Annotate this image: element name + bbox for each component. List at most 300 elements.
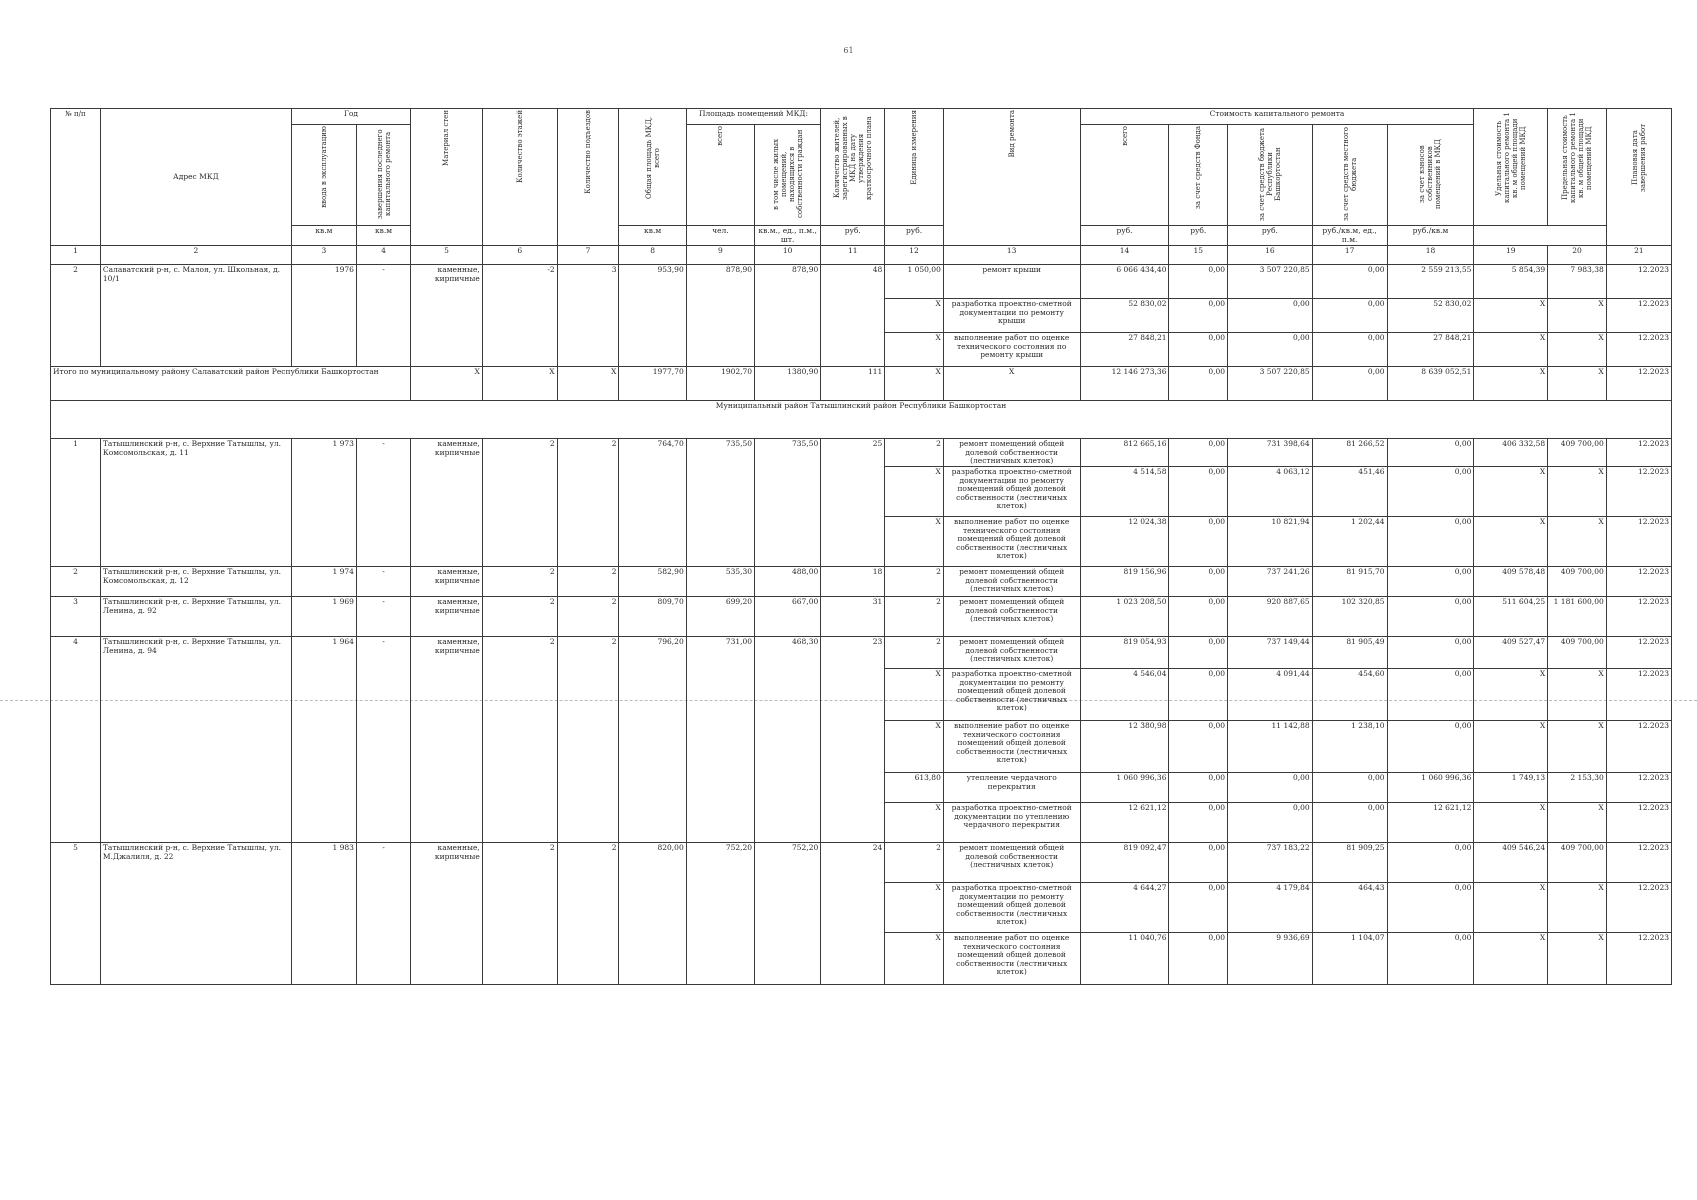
residents-cell: 24 bbox=[821, 843, 885, 985]
total-area-cell: 764,70 bbox=[619, 439, 686, 567]
year-last-repair-cell: - bbox=[356, 597, 410, 637]
cost-cell: 0,00 bbox=[1169, 439, 1228, 467]
cost-cell: 4 644,27 bbox=[1080, 883, 1169, 933]
cost-cell: 0,00 bbox=[1169, 883, 1228, 933]
cost-cell: 1 023 208,50 bbox=[1080, 597, 1169, 637]
premises-owners-cell: 468,30 bbox=[755, 637, 821, 843]
cost-cell: 7 983,38 bbox=[1548, 265, 1607, 299]
column-number: 1 bbox=[51, 246, 101, 265]
cost-cell: 12.2023 bbox=[1606, 773, 1671, 803]
cost-cell: 920 887,65 bbox=[1228, 597, 1313, 637]
unit-value-cell: 613,80 bbox=[885, 773, 944, 803]
unit-cell: руб./кв.м, ед., п.м. bbox=[1312, 226, 1387, 246]
total-cell: 1380,90 bbox=[755, 367, 821, 401]
cost-cell: 1 104,07 bbox=[1312, 933, 1387, 985]
cost-cell: 0,00 bbox=[1387, 883, 1474, 933]
cost-cell: 12.2023 bbox=[1606, 933, 1671, 985]
residents-cell: 18 bbox=[821, 567, 885, 597]
cost-cell: X bbox=[1474, 883, 1548, 933]
header-max-cost: Предельная стоимость капитального ремонта 1 кв. м общей площади помещений МКД bbox=[1548, 109, 1607, 226]
unit-value-cell: 2 bbox=[885, 567, 944, 597]
unit-value-cell: X bbox=[885, 883, 944, 933]
wall-material-cell: каменные, кирпичные bbox=[411, 597, 483, 637]
cost-cell: X bbox=[1548, 333, 1607, 367]
unit-value-cell: X bbox=[885, 669, 944, 721]
cost-cell: X bbox=[1548, 721, 1607, 773]
column-number: 11 bbox=[821, 246, 885, 265]
cost-cell: 1 060 996,36 bbox=[1387, 773, 1474, 803]
cost-cell: 409 578,48 bbox=[1474, 567, 1548, 597]
year-last-repair-cell: - bbox=[356, 637, 410, 843]
unit-cell: кв.м bbox=[291, 226, 356, 246]
cost-cell: X bbox=[1474, 803, 1548, 843]
year-last-repair-cell: - bbox=[356, 567, 410, 597]
cost-cell: 0,00 bbox=[1387, 467, 1474, 517]
cost-cell: 12 621,12 bbox=[1080, 803, 1169, 843]
cost-cell: 4 546,04 bbox=[1080, 669, 1169, 721]
cost-cell: 52 830,02 bbox=[1387, 299, 1474, 333]
cost-cell: 0,00 bbox=[1169, 843, 1228, 883]
cost-cell: 0,00 bbox=[1228, 803, 1313, 843]
total-area-cell: 953,90 bbox=[619, 265, 686, 367]
header-residents: Количество жителей, зарегистрированных в МКД на дату утверждения краткосрочного плана bbox=[821, 109, 885, 226]
cost-cell: 0,00 bbox=[1169, 597, 1228, 637]
total-label: Итого по муниципальному району Салаватский район Республики Башкортостан bbox=[51, 367, 411, 401]
cost-cell: 819 156,96 bbox=[1080, 567, 1169, 597]
header-repair-type: Вид ремонта bbox=[943, 109, 1080, 246]
address-cell: Татышлинский р-н, с. Верхние Татышлы, ул. Ленина, д. 94 bbox=[100, 637, 291, 843]
total-row bbox=[51, 367, 1672, 401]
year-last-repair-cell: - bbox=[356, 439, 410, 567]
year-commission-cell: 1 964 bbox=[291, 637, 356, 843]
cost-cell: 12 621,12 bbox=[1387, 803, 1474, 843]
cost-cell: 1 202,44 bbox=[1312, 517, 1387, 567]
header-premises-owners: в том числе жилых помещений, находящихся в собственности граждан bbox=[755, 125, 821, 226]
unit-value-cell: X bbox=[885, 517, 944, 567]
total-cost-cell: 0,00 bbox=[1312, 367, 1387, 401]
repair-type-cell: выполнение работ по оценке технического состояния помещений общей долевой собственности (лестничных клеток) bbox=[943, 721, 1080, 773]
cost-cell: 0,00 bbox=[1387, 567, 1474, 597]
cost-cell: 12.2023 bbox=[1606, 333, 1671, 367]
premises-total-cell: 735,50 bbox=[686, 439, 754, 567]
repair-type-cell: разработка проектно-сметной документации по ремонту крыши bbox=[943, 299, 1080, 333]
table-header bbox=[51, 109, 1672, 246]
year-commission-cell: 1976 bbox=[291, 265, 356, 367]
premises-owners-cell: 667,00 bbox=[755, 597, 821, 637]
repair-type-cell: ремонт помещений общей долевой собственности (лестничных клеток) bbox=[943, 843, 1080, 883]
tatyshly-rows bbox=[51, 439, 1672, 985]
cost-cell: 0,00 bbox=[1312, 299, 1387, 333]
unit-cell: чел. bbox=[686, 226, 754, 246]
cost-cell: 0,00 bbox=[1387, 843, 1474, 883]
unit-cell: руб. bbox=[1169, 226, 1228, 246]
entrances-cell: 2 bbox=[557, 567, 619, 597]
column-number: 18 bbox=[1387, 246, 1474, 265]
unit-value-cell: X bbox=[885, 721, 944, 773]
cost-cell: 0,00 bbox=[1387, 721, 1474, 773]
cost-cell: 1 749,13 bbox=[1474, 773, 1548, 803]
header-address: Адрес МКД bbox=[100, 109, 291, 246]
total-cost-cell: X bbox=[1548, 367, 1607, 401]
cost-cell: 9 936,69 bbox=[1228, 933, 1313, 985]
residents-cell: 25 bbox=[821, 439, 885, 567]
cost-cell: 102 320,85 bbox=[1312, 597, 1387, 637]
cost-cell: 4 514,58 bbox=[1080, 467, 1169, 517]
residents-cell: 48 bbox=[821, 265, 885, 367]
repair-type-cell: ремонт крыши bbox=[943, 265, 1080, 299]
total-cost-cell: X bbox=[1474, 367, 1548, 401]
address-cell: Татышлинский р-н, с. Верхние Татышлы, ул. Ленина, д. 92 bbox=[100, 597, 291, 637]
cost-cell: 81 915,70 bbox=[1312, 567, 1387, 597]
cost-cell: 0,00 bbox=[1169, 803, 1228, 843]
unit-value-cell: 2 bbox=[885, 637, 944, 669]
cost-cell: 12.2023 bbox=[1606, 721, 1671, 773]
floors-cell: 2 bbox=[482, 843, 557, 985]
salavat-rows bbox=[51, 265, 1672, 367]
cost-cell: 0,00 bbox=[1169, 933, 1228, 985]
premises-total-cell: 752,20 bbox=[686, 843, 754, 985]
header-unit-cost: Удельная стоимость капитального ремонта 1 кв. м общей площади помещений МКД bbox=[1474, 109, 1548, 226]
cost-cell: 819 092,47 bbox=[1080, 843, 1169, 883]
column-number: 16 bbox=[1228, 246, 1313, 265]
header-cost-local: за счет средств местного бюджета bbox=[1312, 125, 1387, 226]
section-row bbox=[51, 401, 1672, 439]
cost-cell: 464,43 bbox=[1312, 883, 1387, 933]
repair-type-cell: выполнение работ по оценке технического состояния по ремонту крыши bbox=[943, 333, 1080, 367]
cost-cell: 409 700,00 bbox=[1548, 567, 1607, 597]
cost-cell: 731 398,64 bbox=[1228, 439, 1313, 467]
capital-repair-table bbox=[50, 108, 1672, 985]
column-number-row bbox=[51, 246, 1672, 265]
table-row bbox=[51, 843, 1672, 883]
cost-cell: 409 527,47 bbox=[1474, 637, 1548, 669]
salavat-total bbox=[51, 367, 1672, 401]
unit-cell: руб. bbox=[821, 226, 885, 246]
wall-material-cell: каменные, кирпичные bbox=[411, 439, 483, 567]
column-number: 7 bbox=[557, 246, 619, 265]
cost-cell: 3 507 220,85 bbox=[1228, 265, 1313, 299]
cost-cell: 409 546,24 bbox=[1474, 843, 1548, 883]
cost-cell: X bbox=[1548, 299, 1607, 333]
cost-cell: 11 040,76 bbox=[1080, 933, 1169, 985]
row-number: 2 bbox=[51, 567, 101, 597]
repair-type-cell: разработка проектно-сметной документации по ремонту помещений общей долевой собственности (лестничных клеток) bbox=[943, 883, 1080, 933]
unit-cell: кв.м., ед., п.м., шт. bbox=[755, 226, 821, 246]
cost-cell: 2 559 213,55 bbox=[1387, 265, 1474, 299]
cost-cell: 81 266,52 bbox=[1312, 439, 1387, 467]
column-number: 17 bbox=[1312, 246, 1387, 265]
total-cell: X bbox=[411, 367, 483, 401]
cost-cell: 27 848,21 bbox=[1080, 333, 1169, 367]
cost-cell: 12.2023 bbox=[1606, 567, 1671, 597]
column-number: 10 bbox=[755, 246, 821, 265]
cost-cell: 12.2023 bbox=[1606, 637, 1671, 669]
cost-cell: 0,00 bbox=[1228, 333, 1313, 367]
year-last-repair-cell: - bbox=[356, 265, 410, 367]
capital-repair-table-wrapper bbox=[50, 108, 1672, 1070]
table-row bbox=[51, 439, 1672, 467]
cost-cell: 12.2023 bbox=[1606, 883, 1671, 933]
cost-cell: 0,00 bbox=[1169, 299, 1228, 333]
unit-value-cell: 2 bbox=[885, 843, 944, 883]
column-number: 4 bbox=[356, 246, 410, 265]
premises-owners-cell: 752,20 bbox=[755, 843, 821, 985]
column-number: 6 bbox=[482, 246, 557, 265]
address-cell: Салаватский р-н, с. Малоя, ул. Школьная, д. 10/1 bbox=[100, 265, 291, 367]
cost-cell: 0,00 bbox=[1387, 597, 1474, 637]
cost-cell: 0,00 bbox=[1228, 299, 1313, 333]
cost-cell: 12.2023 bbox=[1606, 299, 1671, 333]
cost-cell: 12.2023 bbox=[1606, 467, 1671, 517]
cost-cell: 12.2023 bbox=[1606, 517, 1671, 567]
entrances-cell: 2 bbox=[557, 843, 619, 985]
header-unit: Единица измерения bbox=[885, 109, 944, 226]
cost-cell: X bbox=[1548, 669, 1607, 721]
cost-cell: X bbox=[1474, 721, 1548, 773]
entrances-cell: 2 bbox=[557, 637, 619, 843]
cost-cell: 0,00 bbox=[1169, 333, 1228, 367]
cost-cell: 409 700,00 bbox=[1548, 439, 1607, 467]
repair-type-cell: выполнение работ по оценке технического состояния помещений общей долевой собственности (лестничных клеток) bbox=[943, 933, 1080, 985]
column-number: 19 bbox=[1474, 246, 1548, 265]
header-no: № п/п bbox=[51, 109, 101, 246]
header-wall-material: Материал стен bbox=[411, 109, 483, 246]
total-cell: 111 bbox=[821, 367, 885, 401]
table-row bbox=[51, 637, 1672, 669]
tatyshly-section bbox=[51, 401, 1672, 439]
unit-value-cell: 2 bbox=[885, 597, 944, 637]
cost-cell: 819 054,93 bbox=[1080, 637, 1169, 669]
residents-cell: 23 bbox=[821, 637, 885, 843]
table-row bbox=[51, 265, 1672, 299]
cost-cell: 451,46 bbox=[1312, 467, 1387, 517]
wall-material-cell: каменные, кирпичные bbox=[411, 843, 483, 985]
repair-type-cell: ремонт помещений общей долевой собственности (лестничных клеток) bbox=[943, 637, 1080, 669]
column-number-row bbox=[51, 246, 1672, 265]
cost-cell: 0,00 bbox=[1312, 803, 1387, 843]
cost-cell: 0,00 bbox=[1312, 773, 1387, 803]
column-number: 14 bbox=[1080, 246, 1169, 265]
total-cell: X bbox=[482, 367, 557, 401]
cost-cell: X bbox=[1548, 803, 1607, 843]
repair-type-cell: разработка проектно-сметной документации по ремонту помещений общей долевой собственности (лестничных клеток) bbox=[943, 669, 1080, 721]
page-number: 61 bbox=[843, 46, 854, 55]
header-cost-republic: за счет средств бюджета Республики Башкортостан bbox=[1228, 125, 1313, 226]
unit-value-cell: X bbox=[885, 803, 944, 843]
unit-cell: кв.м bbox=[619, 226, 686, 246]
cost-cell: 12 024,38 bbox=[1080, 517, 1169, 567]
total-cell: X bbox=[557, 367, 619, 401]
cost-cell: 12.2023 bbox=[1606, 843, 1671, 883]
unit-cell: кв.м bbox=[356, 226, 410, 246]
total-cell: X bbox=[943, 367, 1080, 401]
column-number: 15 bbox=[1169, 246, 1228, 265]
address-cell: Татышлинский р-н, с. Верхние Татышлы, ул. М.Джалиля, д. 22 bbox=[100, 843, 291, 985]
total-cell: 1977,70 bbox=[619, 367, 686, 401]
column-number: 12 bbox=[885, 246, 944, 265]
unit-value-cell: X bbox=[885, 299, 944, 333]
cost-cell: X bbox=[1548, 517, 1607, 567]
header-year: Год bbox=[291, 109, 410, 125]
entrances-cell: 3 bbox=[557, 265, 619, 367]
year-commission-cell: 1 969 bbox=[291, 597, 356, 637]
header-entrances: Количество подъездов bbox=[557, 109, 619, 246]
cost-cell: 11 142,88 bbox=[1228, 721, 1313, 773]
cost-cell: X bbox=[1474, 467, 1548, 517]
cost-cell: 454,60 bbox=[1312, 669, 1387, 721]
cost-cell: 12.2023 bbox=[1606, 265, 1671, 299]
cost-cell: 12.2023 bbox=[1606, 597, 1671, 637]
cost-cell: 0,00 bbox=[1312, 333, 1387, 367]
unit-cell: руб. bbox=[1228, 226, 1313, 246]
cost-cell: 409 700,00 bbox=[1548, 637, 1607, 669]
entrances-cell: 2 bbox=[557, 597, 619, 637]
cost-cell: 0,00 bbox=[1169, 637, 1228, 669]
floors-cell: 2 bbox=[482, 567, 557, 597]
repair-type-cell: утепление чердачного перекрытия bbox=[943, 773, 1080, 803]
total-cost-cell: 3 507 220,85 bbox=[1228, 367, 1313, 401]
header-total-area: Общая площадь МКД, всего bbox=[619, 109, 686, 226]
unit-value-cell: X bbox=[885, 933, 944, 985]
cost-cell: 52 830,02 bbox=[1080, 299, 1169, 333]
cost-cell: X bbox=[1474, 669, 1548, 721]
header-floors: Количество этажей bbox=[482, 109, 557, 246]
year-commission-cell: 1 974 bbox=[291, 567, 356, 597]
column-number: 13 bbox=[943, 246, 1080, 265]
repair-type-cell: ремонт помещений общей долевой собственности (лестничных клеток) bbox=[943, 439, 1080, 467]
total-cost-cell: 12 146 273,36 bbox=[1080, 367, 1169, 401]
total-area-cell: 820,00 bbox=[619, 843, 686, 985]
cost-cell: 409 700,00 bbox=[1548, 843, 1607, 883]
unit-cell: руб. bbox=[885, 226, 944, 246]
address-cell: Татышлинский р-н, с. Верхние Татышлы, ул. Комсомольская, д. 11 bbox=[100, 439, 291, 567]
repair-type-cell: разработка проектно-сметной документации по ремонту помещений общей долевой собственности (лестничных клеток) bbox=[943, 467, 1080, 517]
header-cost-owners: за счет взносов собственников помещений в МКД bbox=[1387, 125, 1474, 226]
row-number: 5 bbox=[51, 843, 101, 985]
entrances-cell: 2 bbox=[557, 439, 619, 567]
total-area-cell: 796,20 bbox=[619, 637, 686, 843]
cost-cell: 12.2023 bbox=[1606, 669, 1671, 721]
column-number: 3 bbox=[291, 246, 356, 265]
cost-cell: 0,00 bbox=[1387, 933, 1474, 985]
cost-cell: X bbox=[1548, 883, 1607, 933]
header-year-commission: ввода в эксплуатацию bbox=[291, 125, 356, 226]
header-deadline: Плановая дата завершения работ bbox=[1606, 109, 1671, 246]
total-cell: X bbox=[885, 367, 944, 401]
address-cell: Татышлинский р-н, с. Верхние Татышлы, ул. Комсомольская, д. 12 bbox=[100, 567, 291, 597]
column-number: 20 bbox=[1548, 246, 1607, 265]
residents-cell: 31 bbox=[821, 597, 885, 637]
total-cost-cell: 8 639 052,51 bbox=[1387, 367, 1474, 401]
repair-type-cell: ремонт помещений общей долевой собственности (лестничных клеток) bbox=[943, 597, 1080, 637]
column-number: 8 bbox=[619, 246, 686, 265]
floors-cell: -2 bbox=[482, 265, 557, 367]
cost-cell: 0,00 bbox=[1169, 567, 1228, 597]
unit-value-cell: X bbox=[885, 467, 944, 517]
cost-cell: 0,00 bbox=[1169, 467, 1228, 517]
total-area-cell: 809,70 bbox=[619, 597, 686, 637]
header-year-last-repair: завершения последнего капитального ремонта bbox=[356, 125, 410, 226]
cost-cell: 0,00 bbox=[1387, 517, 1474, 567]
wall-material-cell: каменные, кирпичные bbox=[411, 567, 483, 597]
unit-cell: руб. bbox=[1080, 226, 1169, 246]
cost-cell: 812 665,16 bbox=[1080, 439, 1169, 467]
cost-cell: 4 063,12 bbox=[1228, 467, 1313, 517]
wall-material-cell: каменные, кирпичные bbox=[411, 265, 483, 367]
year-last-repair-cell: - bbox=[356, 843, 410, 985]
repair-type-cell: выполнение работ по оценке технического состояния помещений общей долевой собственности (лестничных клеток) bbox=[943, 517, 1080, 567]
cost-cell: 511 604,25 bbox=[1474, 597, 1548, 637]
row-number: 4 bbox=[51, 637, 101, 843]
cost-cell: 0,00 bbox=[1169, 721, 1228, 773]
unit-value-cell: X bbox=[885, 333, 944, 367]
repair-type-cell: разработка проектно-сметной документации по утеплению чердачного перекрытия bbox=[943, 803, 1080, 843]
wall-material-cell: каменные, кирпичные bbox=[411, 637, 483, 843]
total-cost-cell: 0,00 bbox=[1169, 367, 1228, 401]
header-premises-area: Площадь помещений МКД: bbox=[686, 109, 821, 125]
premises-owners-cell: 488,00 bbox=[755, 567, 821, 597]
cost-cell: 737 241,26 bbox=[1228, 567, 1313, 597]
floors-cell: 2 bbox=[482, 637, 557, 843]
row-number: 1 bbox=[51, 439, 101, 567]
cost-cell: 10 821,94 bbox=[1228, 517, 1313, 567]
total-cell: 1902,70 bbox=[686, 367, 754, 401]
unit-value-cell: 1 050,00 bbox=[885, 265, 944, 299]
cost-cell: 0,00 bbox=[1387, 637, 1474, 669]
table-row bbox=[51, 567, 1672, 597]
row-number: 2 bbox=[51, 265, 101, 367]
header-cost-fund: за счет средств Фонда bbox=[1169, 125, 1228, 226]
year-commission-cell: 1 983 bbox=[291, 843, 356, 985]
floors-cell: 2 bbox=[482, 439, 557, 567]
year-commission-cell: 1 973 bbox=[291, 439, 356, 567]
column-number: 9 bbox=[686, 246, 754, 265]
cost-cell: 0,00 bbox=[1169, 517, 1228, 567]
cost-cell: 0,00 bbox=[1169, 669, 1228, 721]
premises-total-cell: 535,30 bbox=[686, 567, 754, 597]
premises-total-cell: 878,90 bbox=[686, 265, 754, 367]
unit-value-cell: 2 bbox=[885, 439, 944, 467]
cost-cell: 4 091,44 bbox=[1228, 669, 1313, 721]
premises-total-cell: 699,20 bbox=[686, 597, 754, 637]
cost-cell: X bbox=[1474, 299, 1548, 333]
cost-cell: 1 238,10 bbox=[1312, 721, 1387, 773]
cost-cell: 1 060 996,36 bbox=[1080, 773, 1169, 803]
cost-cell: 6 066 434,40 bbox=[1080, 265, 1169, 299]
cost-cell: 0,00 bbox=[1387, 439, 1474, 467]
cost-cell: 0,00 bbox=[1169, 773, 1228, 803]
column-number: 2 bbox=[100, 246, 291, 265]
cost-cell: X bbox=[1548, 933, 1607, 985]
column-number: 5 bbox=[411, 246, 483, 265]
cost-cell: 0,00 bbox=[1312, 265, 1387, 299]
cost-cell: 2 153,30 bbox=[1548, 773, 1607, 803]
cost-cell: 1 181 600,00 bbox=[1548, 597, 1607, 637]
cost-cell: 0,00 bbox=[1387, 669, 1474, 721]
cost-cell: 12 380,98 bbox=[1080, 721, 1169, 773]
premises-total-cell: 731,00 bbox=[686, 637, 754, 843]
cost-cell: 4 179,84 bbox=[1228, 883, 1313, 933]
repair-type-cell: ремонт помещений общей долевой собственности (лестничных клеток) bbox=[943, 567, 1080, 597]
total-area-cell: 582,90 bbox=[619, 567, 686, 597]
cost-cell: 0,00 bbox=[1228, 773, 1313, 803]
cost-cell: X bbox=[1548, 467, 1607, 517]
header-cost-total: всего bbox=[1080, 125, 1169, 226]
cost-cell: X bbox=[1474, 517, 1548, 567]
total-cost-cell: 12.2023 bbox=[1606, 367, 1671, 401]
column-number: 21 bbox=[1606, 246, 1671, 265]
header-premises-total: всего bbox=[686, 125, 754, 226]
